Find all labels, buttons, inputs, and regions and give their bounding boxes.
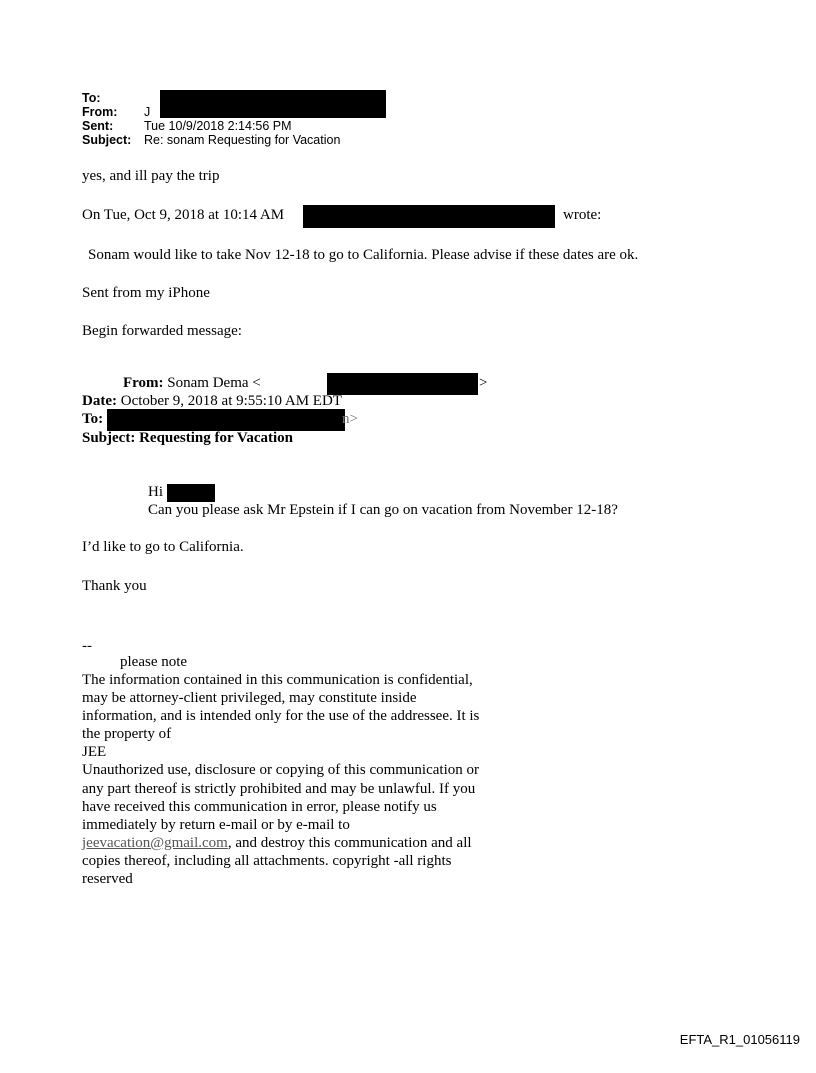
email-link[interactable]: jeevacation@gmail.com xyxy=(82,834,228,851)
document-id: EFTA_R1_01056119 xyxy=(679,1032,800,1047)
fwd-to-label: To: xyxy=(82,411,104,427)
fwd-date-label: Date: xyxy=(82,393,117,409)
redaction xyxy=(167,484,215,502)
fwd-from-value: Sonam Dema < xyxy=(167,375,261,391)
sent-row xyxy=(82,119,292,133)
fwd-to-end: n> xyxy=(342,411,358,427)
subject-row xyxy=(82,133,340,147)
quote-intro: On Tue, Oct 9, 2018 at 10:14 AM xyxy=(82,207,285,223)
closing: Thank you xyxy=(82,578,147,594)
redaction xyxy=(303,205,555,228)
body-line-1: Can you please ask Mr Epstein if I can go on vacation from November 12-18? xyxy=(148,502,618,518)
from-value: J xyxy=(144,105,151,119)
signature-dash: -- xyxy=(82,638,92,654)
sent-value: Tue 10/9/2018 2:14:56 PM xyxy=(144,119,292,133)
redaction xyxy=(107,409,345,431)
signature-note: please note xyxy=(120,654,188,670)
sent-from: Sent from my iPhone xyxy=(82,285,210,301)
subject-value: Re: sonam Requesting for Vacation xyxy=(144,133,341,147)
sent-label: Sent: xyxy=(82,119,114,133)
fwd-from-end: > xyxy=(479,375,488,391)
to-row xyxy=(82,91,144,105)
reply-text: yes, and ill pay the trip xyxy=(82,168,220,184)
body-line-2: I’d like to go to California. xyxy=(82,539,244,555)
fwd-subject-value: Requesting for Vacation xyxy=(139,430,293,446)
begin-forwarded: Begin forwarded message: xyxy=(82,323,242,339)
disclaimer-part-1: The information contained in this communication is confidential, may be attorney-client privileged, may constitute inside information, and is intended only for the use of the addressee. It is the property of xyxy=(82,672,480,743)
greeting: Hi xyxy=(148,484,163,500)
redaction xyxy=(327,373,478,395)
to-label: To: xyxy=(82,91,101,105)
disclaimer-part-3: , and destroy this communication and all copies thereof, including all attachments. copyright -all rights reserved xyxy=(82,834,472,888)
quote-intro-suffix: wrote: xyxy=(563,207,602,223)
from-label: From: xyxy=(82,105,118,119)
from-row xyxy=(82,105,150,119)
fwd-from-label: From: xyxy=(123,375,164,391)
disclaimer-org: JEE xyxy=(82,744,107,761)
disclaimer-part-2: Unauthorized use, disclosure or copying of this communication or any part thereof is strictly prohibited and may be unlawful. If you have received this communication in error, please notify us immediately by return e-mail or by e-mail to xyxy=(82,762,479,833)
fwd-subject-label: Subject: xyxy=(82,430,136,446)
fwd-date-value: October 9, 2018 at 9:55:10 AM EDT xyxy=(120,393,342,409)
quoted-message: Sonam would like to take Nov 12-18 to go to California. Please advise if these dates are ok. xyxy=(88,247,639,263)
subject-label: Subject: xyxy=(82,133,132,147)
redaction xyxy=(160,90,386,118)
disclaimer xyxy=(82,671,482,888)
